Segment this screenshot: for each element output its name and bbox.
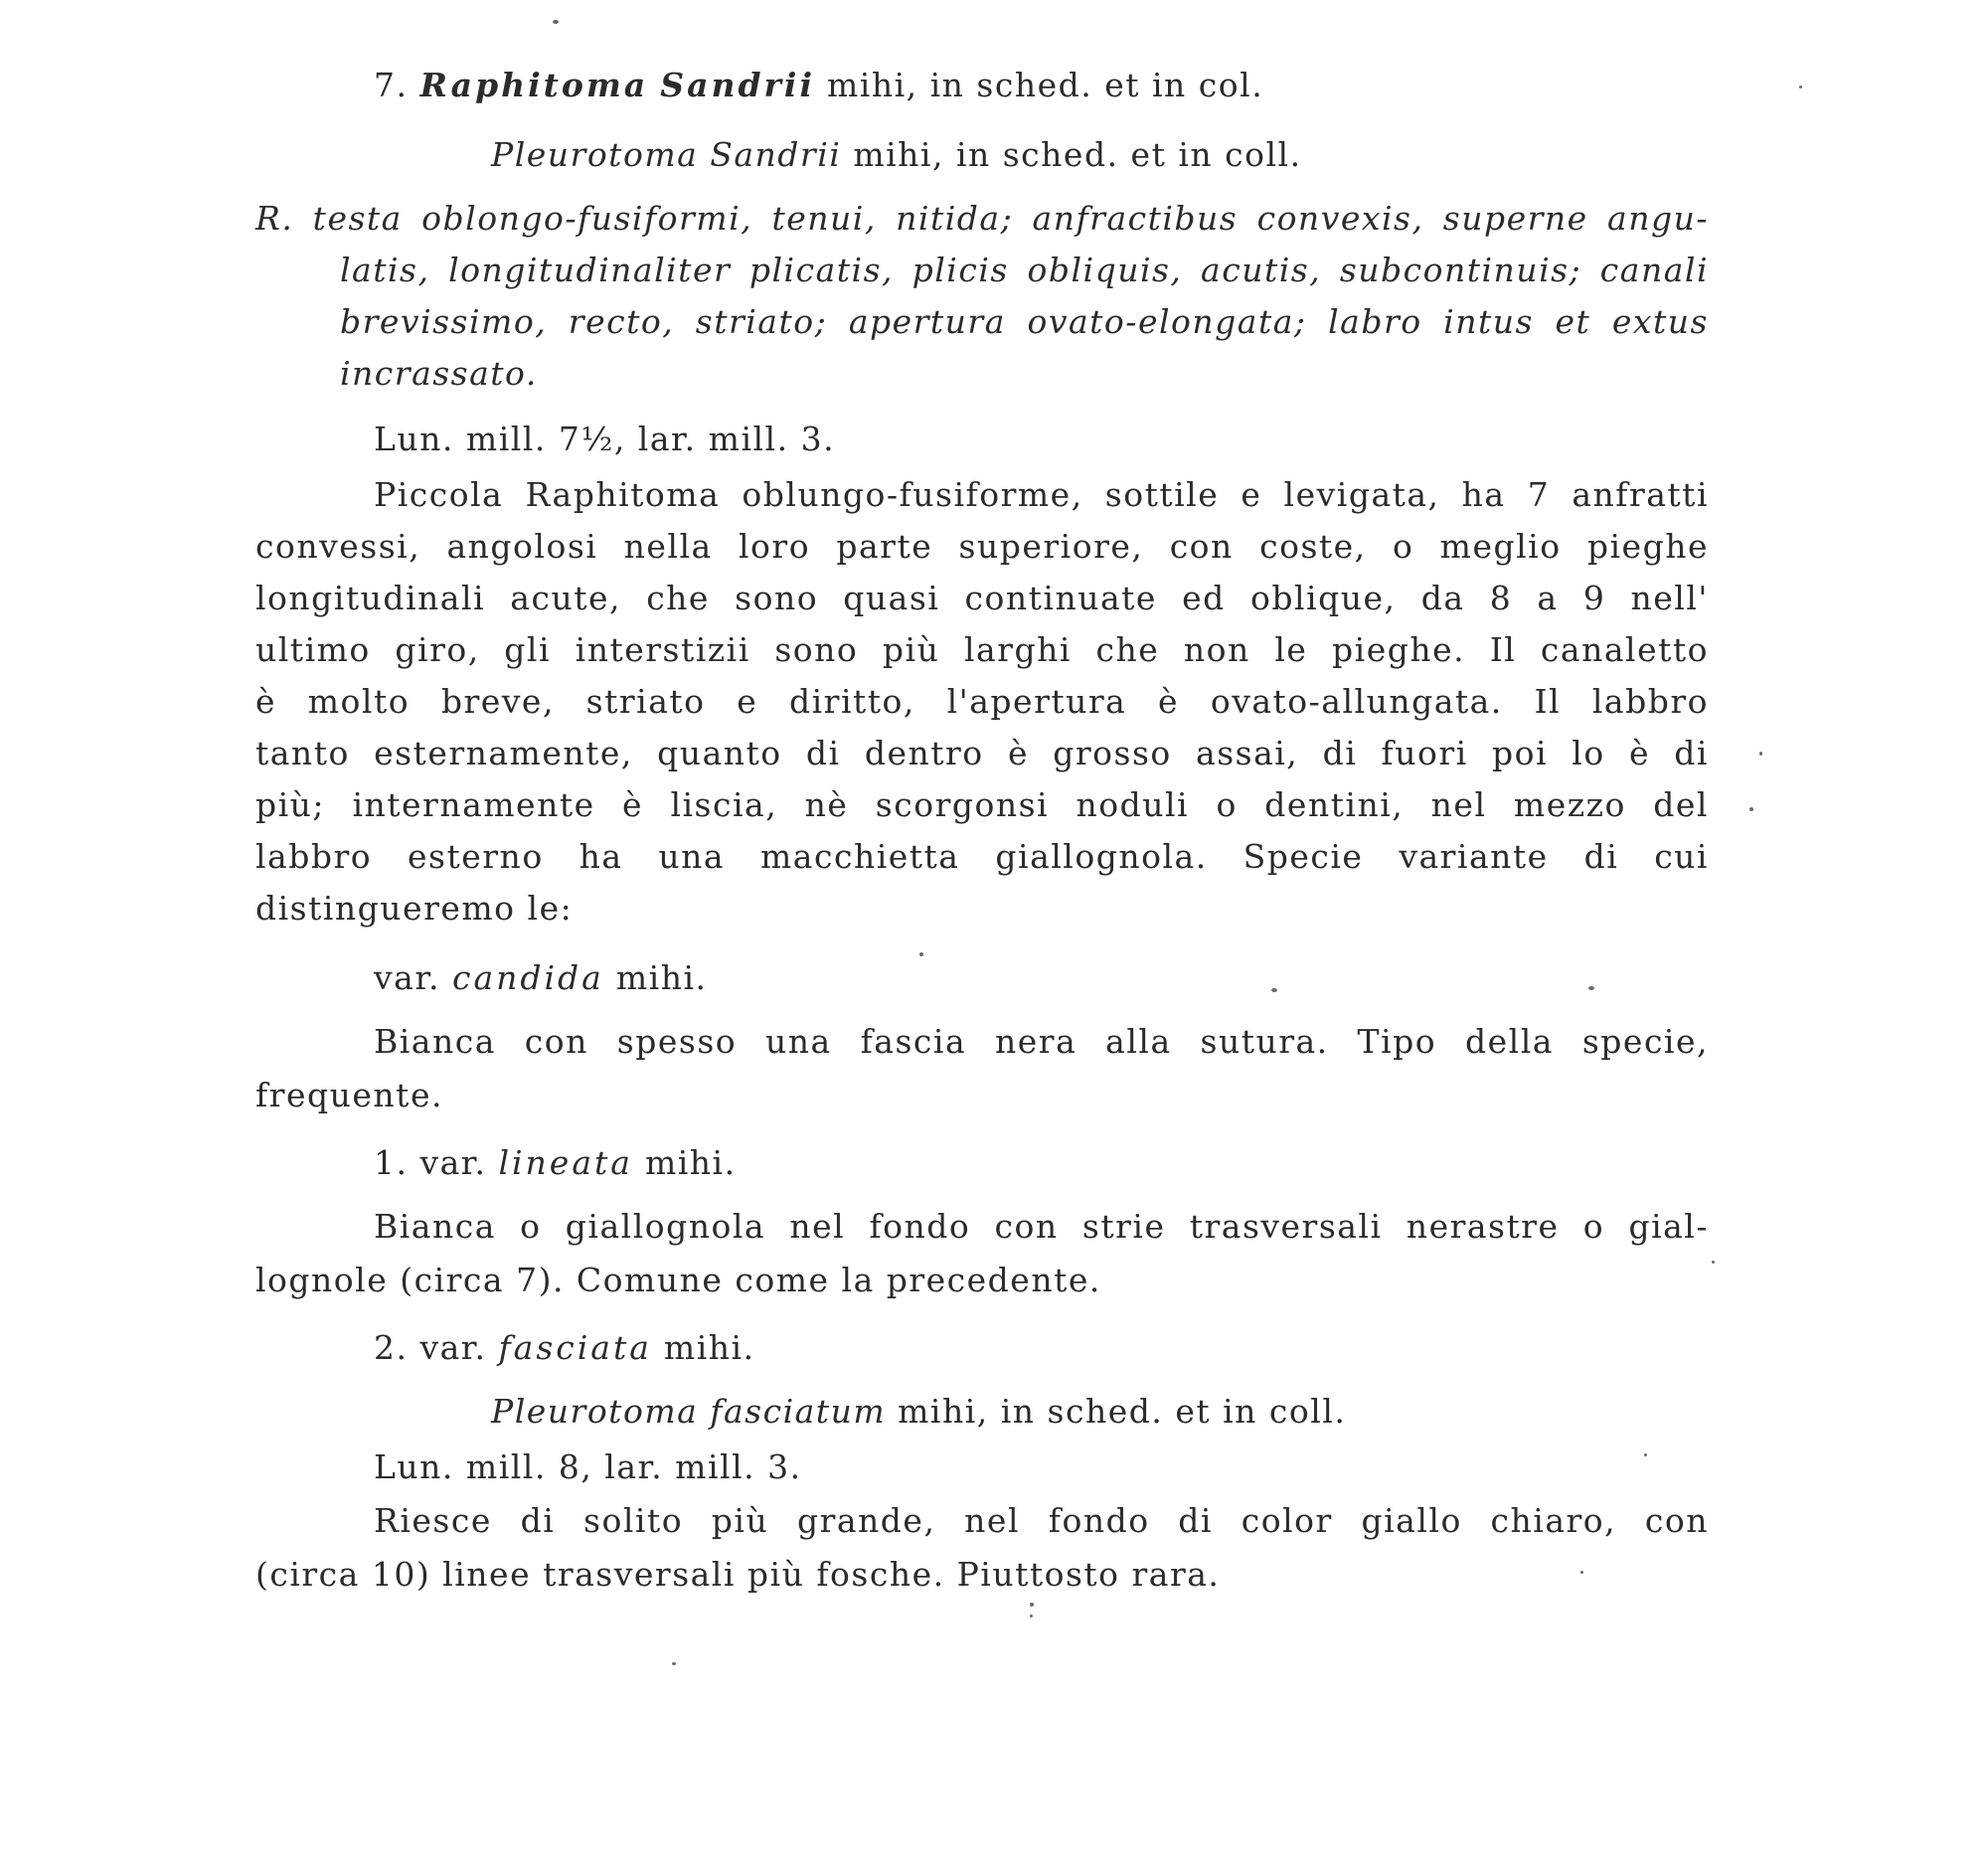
species-heading: [374, 66, 1263, 105]
var-candida-authority: mihi.: [615, 958, 708, 997]
synonym-name: Pleurotoma Sandrii: [491, 135, 842, 174]
var-lineata-line-1: Bianca o giallognola nel fondo con strie trasversali nerastre o gial-: [374, 1207, 1709, 1246]
var-fasciata-authority: mihi.: [663, 1328, 755, 1367]
scan-speck: [1271, 988, 1277, 992]
var-fasciata-name: fasciata: [498, 1328, 652, 1367]
scan-speck: [1588, 986, 1594, 990]
description-line-5: è molto breve, striato e diritto, l'apertura è ovato-allungata. Il labbro: [255, 682, 1709, 721]
scan-speck: [1644, 1453, 1647, 1456]
scan-speck: [672, 1662, 676, 1665]
var-lineata-line-2: lognole (circa 7). Comune come la precedente.: [255, 1261, 1101, 1299]
var-fasciata-line-1: Riesce di solito più grande, nel fondo di color giallo chiaro, con: [374, 1501, 1709, 1540]
scan-speck: [919, 952, 923, 956]
scan-speck: [1799, 85, 1802, 88]
description-line-1: Piccola Raphitoma oblungo-fusiforme, sottile e levigata, ha 7 anfratti: [374, 475, 1709, 514]
scan-speck: [1759, 752, 1762, 756]
var-candida-line-2: frequente.: [255, 1076, 443, 1114]
diagnosis-line-4: incrassato.: [340, 354, 538, 393]
var-lineata-authority: mihi.: [644, 1143, 737, 1182]
var-fasciata-synonym-name: Pleurotoma fasciatum: [491, 1392, 887, 1431]
diagnosis-line-2: latis, longitudinaliter plicatis, plicis obliquis, acutis, subcontinuis; canali: [340, 251, 1709, 289]
scan-speck: [1030, 1603, 1034, 1607]
scan-speck: [1712, 1261, 1715, 1264]
synonym-line: [491, 135, 1302, 175]
var-candida-name: candida: [451, 958, 604, 997]
scan-speck: [553, 20, 559, 24]
description-line-3: longitudinali acute, che sono quasi continuate ed oblique, da 8 a 9 nell': [255, 579, 1709, 617]
scan-speck: [1580, 1571, 1583, 1574]
description-line-8: labbro esterno ha una macchietta giallognola. Specie variante di cui: [255, 837, 1709, 876]
heading-authority: mihi, in sched. et in col.: [826, 66, 1264, 104]
synonym-authority: mihi, in sched. et in coll.: [853, 135, 1302, 174]
description-line-4: ultimo giro, gli interstizii sono più larghi che non le pieghe. Il canaletto: [255, 630, 1709, 669]
var-candida-prefix: var.: [374, 958, 440, 997]
var-fasciata-synonym-authority: mihi, in sched. et in coll.: [898, 1392, 1347, 1431]
scan-speck: [1030, 1615, 1033, 1617]
description-line-9: distingueremo le:: [255, 889, 574, 928]
scan-speck: [1749, 807, 1753, 811]
diagnosis-line-3: brevissimo, recto, striato; apertura ovato-elongata; labro intus et extus: [340, 302, 1709, 341]
var-fasciata-synonym: [491, 1392, 1346, 1432]
var-candida-line-1: Bianca con spesso una fascia nera alla sutura. Tipo della specie,: [374, 1022, 1709, 1061]
var-fasciata-line-2: (circa 10) linee trasversali più fosche. Piuttosto rara.: [255, 1555, 1221, 1594]
species-name: Sandrii: [660, 66, 815, 104]
description-line-2: convessi, angolosi nella loro parte superiore, con coste, o meglio pieghe: [255, 527, 1709, 566]
var-fasciata-measurement: Lun. mill. 8, lar. mill. 3.: [374, 1447, 802, 1486]
species-number: 7.: [374, 66, 409, 104]
var-candida-heading: [374, 958, 708, 998]
description-line-7: più; internamente è liscia, nè scorgonsi noduli o dentini, nel mezzo del: [255, 785, 1709, 824]
var-lineata-heading: [374, 1143, 737, 1183]
measurement-line: Lun. mill. 7½, lar. mill. 3.: [374, 420, 836, 458]
genus-name: Raphitoma: [419, 66, 649, 104]
description-line-6: tanto esternamente, quanto di dentro è grosso assai, di fuori poi lo è di: [255, 734, 1709, 772]
diagnosis-line-1: R. testa oblongo-fusiformi, tenui, nitida; anfractibus convexis, superne angu-: [255, 199, 1709, 238]
var-fasciata-prefix: 2. var.: [374, 1328, 487, 1367]
var-lineata-name: lineata: [498, 1143, 633, 1182]
var-lineata-prefix: 1. var.: [374, 1143, 487, 1182]
var-fasciata-heading: [374, 1328, 755, 1368]
